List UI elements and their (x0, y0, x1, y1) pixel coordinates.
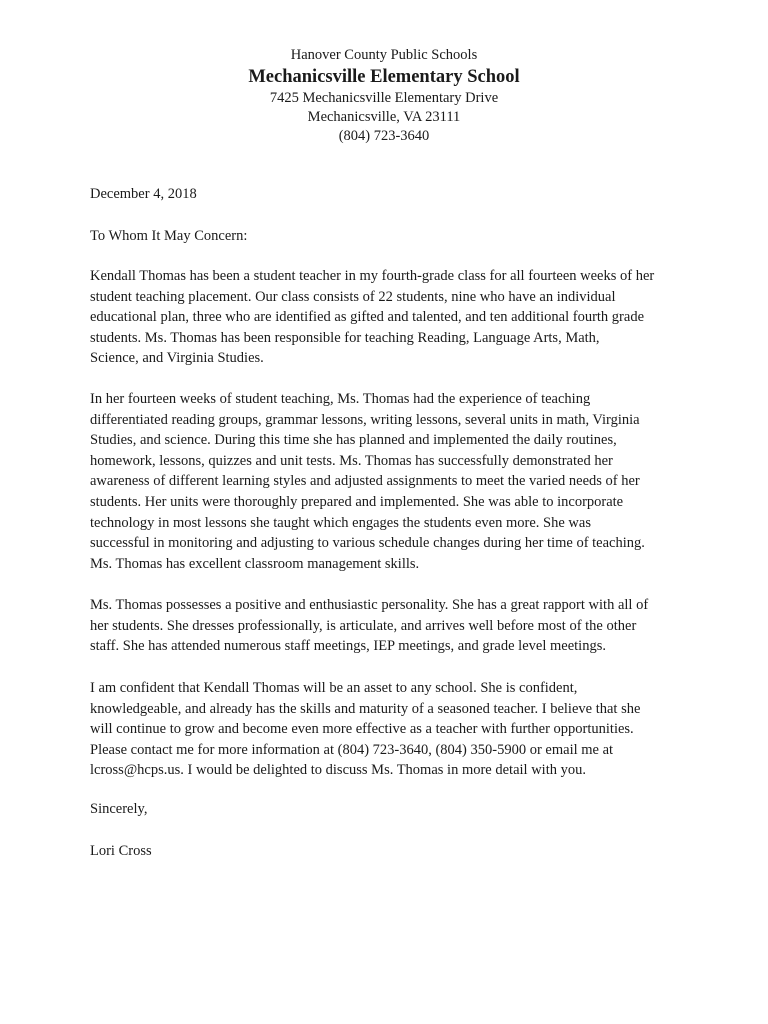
paragraph-3 (90, 595, 702, 657)
salutation: To Whom It May Concern: (90, 228, 248, 244)
paragraph-line: student teaching placement. Our class consists of 22 students, nine who have an individual (90, 288, 616, 305)
paragraph-line: In her fourteen weeks of student teaching, Ms. Thomas had the experience of teaching (90, 391, 591, 407)
paragraph-line: differentiated reading groups, grammar lessons, writing lessons, several units in math, Virginia (90, 411, 640, 428)
paragraph-line: Kendall Thomas has been a student teacher in my fourth-grade class for all fourteen weeks of her (90, 268, 655, 284)
address-line-1: 7425 Mechanicsville Elementary Drive (269, 90, 499, 106)
signature-name: Lori Cross (90, 843, 152, 859)
phone-number: (804) 723-3640 (338, 128, 430, 144)
address-line-2: Mechanicsville, VA 23111 (307, 109, 461, 125)
paragraph-line: staff. She has attended numerous staff meetings, IEP meetings, and grade level meetings. (90, 638, 606, 655)
paragraph-line: Studies, and science. During this time she has planned and implemented the daily routines, (90, 432, 617, 449)
letterhead (0, 45, 768, 146)
paragraph-line: lcross@hcps.us. I would be delighted to discuss Ms. Thomas in more detail with you. (90, 762, 586, 779)
paragraph-line: Ms. Thomas possesses a positive and enthusiastic personality. She has a great rapport with all of (90, 597, 649, 613)
paragraph-line: Ms. Thomas has excellent classroom management skills. (90, 555, 420, 572)
paragraph-1 (90, 266, 702, 369)
paragraph-line: students. Her units were thoroughly prepared and implemented. She was able to incorporate (90, 493, 624, 510)
paragraph-line: educational plan, three who are identified as gifted and talented, and ten additional fourth grade (90, 309, 645, 326)
paragraph-line: I am confident that Kendall Thomas will be an asset to any school. She is confident, (90, 680, 578, 696)
paragraph-4 (90, 678, 702, 781)
paragraph-2 (90, 389, 702, 574)
school-name: Mechanicsville Elementary School (248, 67, 520, 87)
paragraph-line: Please contact me for more information at (804) 723-3640, (804) 350-5900 or email me at (90, 741, 614, 758)
paragraph-line: Science, and Virginia Studies. (90, 350, 264, 367)
paragraph-line: knowledgeable, and already has the skills and maturity of a seasoned teacher. I believe that she (90, 700, 641, 717)
paragraph-line: technology in most lessons she taught which engages the students even more. She was (90, 514, 591, 531)
closing: Sincerely, (90, 801, 148, 817)
paragraph-line: successful in monitoring and adjusting to various schedule changes during her time of teaching. (90, 535, 645, 552)
paragraph-line: awareness of different learning styles and adjusted assignments to meet the varied needs of her (90, 473, 640, 490)
letter-date: December 4, 2018 (90, 186, 197, 202)
paragraph-line: homework, lessons, quizzes and unit tests. Ms. Thomas has successfully demonstrated her (90, 452, 613, 469)
paragraph-line: will continue to grow and become even more effective as a teacher with further opportunities. (90, 721, 634, 738)
district-name: Hanover County Public Schools (290, 47, 478, 63)
paragraph-line: her students. She dresses professionally, is articulate, and arrives well before most of the other (90, 617, 637, 634)
paragraph-line: students. Ms. Thomas has been responsible for teaching Reading, Language Arts, Math, (90, 329, 600, 346)
